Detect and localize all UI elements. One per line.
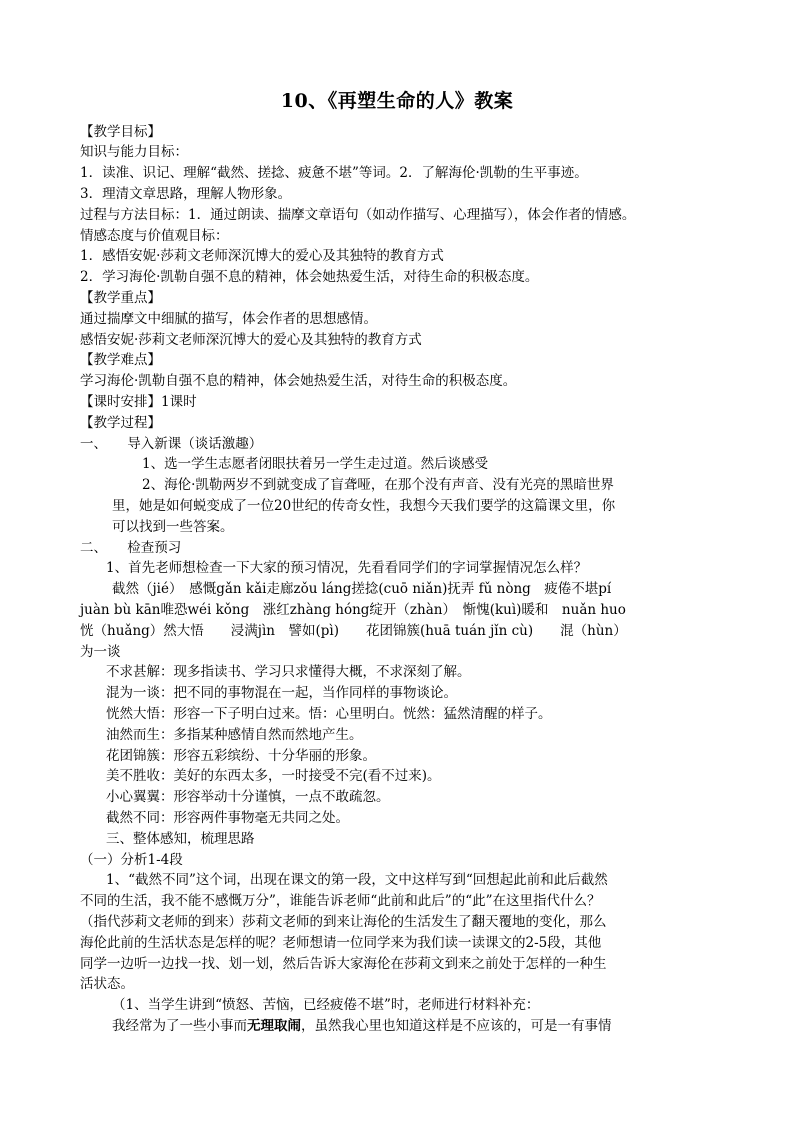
text-line: 海伦此前的生活状态是怎样的呢？老师想请一位同学来为我们读一读课文的2-5段，其他 bbox=[80, 935, 602, 951]
text-line: 1、“截然不同”这个词，出现在课文的第一段，文中这样写到“回想起此前和此后截然 bbox=[106, 872, 608, 888]
subsection-heading: 一、 导入新课（谈话激趣） bbox=[80, 436, 263, 452]
text-segment: ，虽然我心里也知道这样是不应该的，可是一有事情 bbox=[301, 1018, 612, 1034]
text-line: 花团锦簇：形容五彩缤纷、十分华丽的形象。 bbox=[106, 748, 376, 764]
text-line: 可以找到一些答案。 bbox=[112, 519, 234, 535]
text-line: 小心翼翼：形容举动十分谨慎，一点不敢疏忽。 bbox=[106, 789, 390, 805]
bold-phrase: 无理取闹 bbox=[247, 1018, 301, 1034]
text-line: 1．读准、识记、理解“截然、搓捻、疲惫不堪”等词。2．了解海伦·凯勒的生平事迹。 bbox=[80, 165, 588, 181]
text-line: 美不胜收：美好的东西太多，一时接受不完(看不过来)。 bbox=[106, 768, 441, 784]
text-line: 1．感悟安妮·莎莉文老师深沉博大的爱心及其独特的教育方式 bbox=[80, 248, 444, 264]
text-line: 恍（huǎng）然大悟 浸满jìn 譬如(pì) 花团锦簇(huā tuán jǐn cù) 混（hùn） bbox=[80, 623, 627, 639]
text-line: 知识与能力目标： bbox=[80, 144, 188, 160]
text-line: 3．理清文章思路，理解人物形象。 bbox=[80, 186, 292, 202]
section-heading-key-points: 【教学重点】 bbox=[80, 290, 161, 306]
text-line: 恍然大悟：形容一下子明白过来。悟：心里明白。恍然：猛然清醒的样子。 bbox=[106, 706, 552, 722]
text-line: juàn bù kān唯恐wéi kǒng 涨红zhàng hóng绽开（zhàn） 惭愧(kuì)暖和 nuǎn huo bbox=[80, 602, 626, 618]
text-line: 1、首先老师想检查一下大家的预习情况，先看看同学们的字词掌握情况怎么样？ bbox=[106, 560, 588, 576]
text-line: （指代莎莉文老师的到来）莎莉文老师的到来让海伦的生活发生了翻天覆地的变化，那么 bbox=[80, 914, 607, 930]
text-line: 截然（jié） 感慨gǎn kǎi走廊zǒu láng搓捻(cuō niǎn)抚弄 fǔ nòng 疲倦不堪pí bbox=[112, 581, 612, 597]
subsection-heading: 二、 检查预习 bbox=[80, 540, 182, 556]
section-heading-process: 【教学过程】 bbox=[80, 415, 161, 431]
section-heading-schedule: 【课时安排】1课时 bbox=[80, 394, 197, 410]
text-line: （1、当学生讲到“愤怒、苦恼，已经疲倦不堪”时，老师进行材料补充： bbox=[112, 997, 540, 1013]
text-line: 过程与方法目标：1．通过朗读、揣摩文章语句（如动作描写、心理描写），体会作者的情感。 bbox=[80, 207, 636, 223]
text-line: 里，她是如何蜕变成了一位20世纪的传奇女性，我想今天我们要学的这篇课文里，你 bbox=[112, 498, 616, 514]
text-line: 混为一谈：把不同的事物混在一起，当作同样的事物谈论。 bbox=[106, 685, 457, 701]
text-line: 通过揣摩文中细腻的描写，体会作者的思想感情。 bbox=[80, 311, 377, 327]
section-heading-objectives: 【教学目标】 bbox=[80, 124, 161, 140]
text-line: 感悟安妮·莎莉文老师深沉博大的爱心及其独特的教育方式 bbox=[80, 332, 422, 348]
text-line: 同学一边听一边找一找、划一划，然后告诉大家海伦在莎莉文到来之前处于怎样的一种生 bbox=[80, 956, 607, 972]
text-line: 1、选一学生志愿者闭眼扶着另一学生走过道。然后谈感受 bbox=[142, 456, 489, 472]
text-line: 不求甚解：现多指读书、学习只求懂得大概，不求深刻了解。 bbox=[106, 664, 471, 680]
text-line: 截然不同：形容两件事物毫无共同之处。 bbox=[106, 810, 349, 826]
text-line: 活状态。 bbox=[80, 976, 134, 992]
document-title: 10、《再塑生命的人》教案 bbox=[280, 90, 514, 112]
text-line bbox=[112, 1016, 612, 1036]
text-line: 不同的生活，我不能不感慨万分”，谁能告诉老师“此前和此后”的“此”在这里指代什么？ bbox=[80, 893, 601, 909]
text-line: 油然而生：多指某种感情自然而然地产生。 bbox=[106, 727, 363, 743]
subsection-heading: （一）分析1-4段 bbox=[80, 852, 183, 868]
subsection-heading: 三、整体感知，梳理思路 bbox=[106, 831, 255, 847]
text-line: 2、海伦·凯勒两岁不到就变成了盲聋哑，在那个没有声音、没有光亮的黑暗世界 bbox=[142, 477, 614, 493]
text-line: 2．学习海伦·凯勒自强不息的精神，体会她热爱生活，对待生命的积极态度。 bbox=[80, 269, 539, 285]
section-heading-difficulties: 【教学难点】 bbox=[80, 352, 161, 368]
text-segment: 我经常为了一些小事而 bbox=[112, 1018, 247, 1034]
text-line: 为一谈 bbox=[80, 644, 121, 660]
text-line: 学习海伦·凯勒自强不息的精神，体会她热爱生活，对待生命的积极态度。 bbox=[80, 373, 517, 389]
text-line: 情感态度与价值观目标： bbox=[80, 228, 229, 244]
